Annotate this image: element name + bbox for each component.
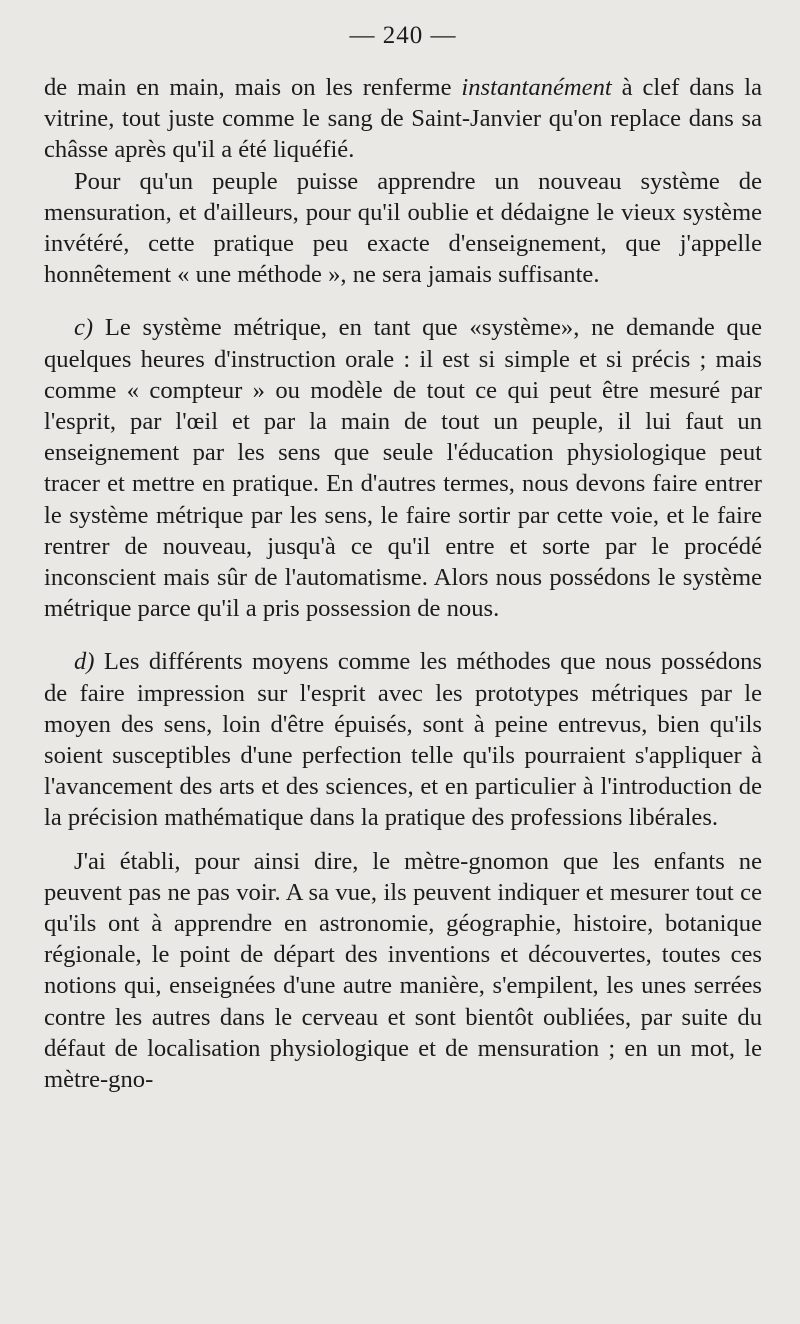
paragraph-metre-gnomon [44, 846, 762, 1096]
paragraph-text: Le système métrique, en tant que «système», ne demande que quelques heures d'instruction orale : il est si simple et si précis ; mais comme « compteur » ou modèle de tout ce qui peut être mesuré par l'esprit, par l'œil et par la main de tout un peuple, il lui faut un enseignement par les sens que seule l'éducation physiologique peut tracer et mettre en pratique. En d'autres termes, nous devons faire entrer le système métrique par les sens, le faire sortir par cette voie, et le faire rentrer de nouveau, jusqu'à ce qu'il entre et sorte par le procédé inconscient mais sûr de l'automatisme. Alors nous possédons le système métrique parce qu'il a pris possession de nous. [44, 314, 762, 623]
paragraph-text: à clef dans la vitrine, tout juste comme le sang de Saint-Janvier qu'on replace dans sa châsse après qu'il a été liquéfié. [44, 74, 762, 164]
section-label-d: d) [74, 648, 95, 676]
paragraph-continuation [44, 72, 762, 166]
paragraph-d [44, 646, 762, 833]
emphasized-word: instantanément [461, 74, 612, 101]
paragraph-text: J'ai établi, pour ainsi dire, le mètre-gnomon que les enfants ne peuvent pas ne pas voir. A sa vue, ils peuvent indiquer et mesurer tout ce qu'ils ont à apprendre en astronomie, géographie, histoire, botanique régionale, le point de départ des inventions et découvertes, toutes ces notions qui, enseignées d'une autre manière, s'empilent, les unes serrées contre les autres dans le cerveau et sont bientôt oubliées, par suite du défaut de localisation physiologique et de mensuration ; en un mot, le mètre-gno- [44, 847, 762, 1094]
paragraph-text: Les différents moyens comme les méthodes que nous possédons de faire impression sur l'esprit avec les prototypes métriques par le moyen des sens, loin d'être épuisés, sont à peine entrevus, bien qu'ils soient susceptibles d'une perfection telle qu'ils pourraient s'appliquer à l'avancement des arts et des sciences, et en particulier à l'introduction de la précision mathématique dans la pratique des professions libérales. [44, 648, 762, 832]
paragraph-c [44, 312, 762, 624]
paragraph-text: de main en main, mais on les renferme [44, 74, 462, 101]
paragraph-text: Pour qu'un peuple puisse apprendre un nouveau système de mensuration, et d'ailleurs, pour qu'il oublie et dédaigne le vieux système invétéré, cette pratique peu exacte d'enseignement, que j'appelle honnêtement « une méthode », ne sera jamais suffisante. [44, 167, 762, 289]
paragraph-peuple [44, 166, 762, 291]
section-label-c: c) [74, 314, 94, 342]
page-number: — 240 — [349, 22, 457, 49]
